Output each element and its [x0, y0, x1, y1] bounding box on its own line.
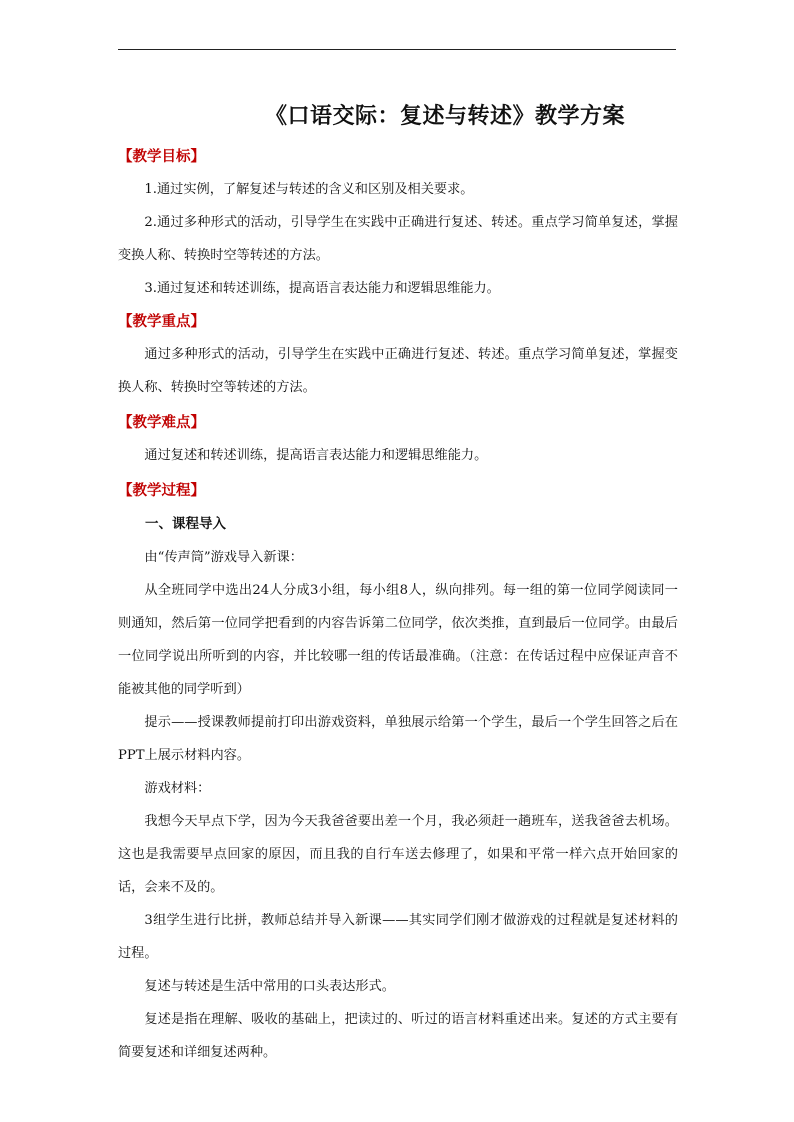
goal-item: 3.通过复述和转述训练，提高语言表达能力和逻辑思维能力。	[144, 281, 500, 296]
process-paragraph: 提示——授课教师提前打印出游戏资料，单独展示给第一个学生，最后一个学生回答之后在PPT上展示材料内容。	[118, 715, 678, 763]
section-heading-key-points: 【教学重点】	[118, 314, 205, 330]
process-paragraph: 我想今天早点下学，因为今天我爸爸要出差一个月，我必须赶一趟班车，送我爸爸去机场。这也是我需要早点回家的原因，而且我的自行车送去修理了，如果和平常一样六点开始回家的话，会来不及的。	[118, 814, 678, 895]
section-heading-difficulties: 【教学难点】	[118, 415, 205, 431]
header-rule	[118, 49, 676, 50]
goal-item: 2.通过多种形式的活动，引导学生在实践中正确进行复述、转述。重点学习简单复述，掌握变换人称、转换时空等转述的方法。	[118, 215, 678, 263]
section-heading-process: 【教学过程】	[118, 483, 205, 499]
process-paragraph: 复述是指在理解、吸收的基础上，把读过的、听过的语言材料重述出来。复述的方式主要有简要复述和详细复述两种。	[118, 1012, 678, 1060]
process-paragraph: 由“传声筒”游戏导入新课：	[144, 550, 303, 565]
process-paragraph: 游戏材料：	[144, 781, 211, 796]
process-paragraph: 复述与转述是生活中常用的口头表达形式。	[144, 979, 395, 994]
process-subheading: 一、课程导入	[145, 516, 226, 532]
process-paragraph: 3组学生进行比拼，教师总结并导入新课——其实同学们刚才做游戏的过程就是复述材料的过程。	[118, 913, 678, 961]
document-title: 《口语交际：复述与转述》教学方案	[264, 104, 625, 129]
process-paragraph: 从全班同学中选出24人分成3小组，每小组8人，纵向排列。每一组的第一位同学阅读同一则通知，然后第一位同学把看到的内容告诉第二位同学，依次类推，直到最后一位同学。由最后一位同学说出所听到的内容，并比较哪一组的传话最准确。（注意：在传话过程中应保证声音不能被其他的同学听到）	[118, 583, 678, 697]
key-points-text: 通过多种形式的活动，引导学生在实践中正确进行复述、转述。重点学习简单复述，掌握变换人称、转换时空等转述的方法。	[118, 347, 678, 395]
goal-item: 1.通过实例，了解复述与转述的含义和区别及相关要求。	[144, 182, 474, 197]
section-heading-goals: 【教学目标】	[118, 149, 205, 165]
document-body	[118, 100, 678, 1069]
difficulties-text: 通过复述和转述训练，提高语言表达能力和逻辑思维能力。	[144, 448, 488, 463]
